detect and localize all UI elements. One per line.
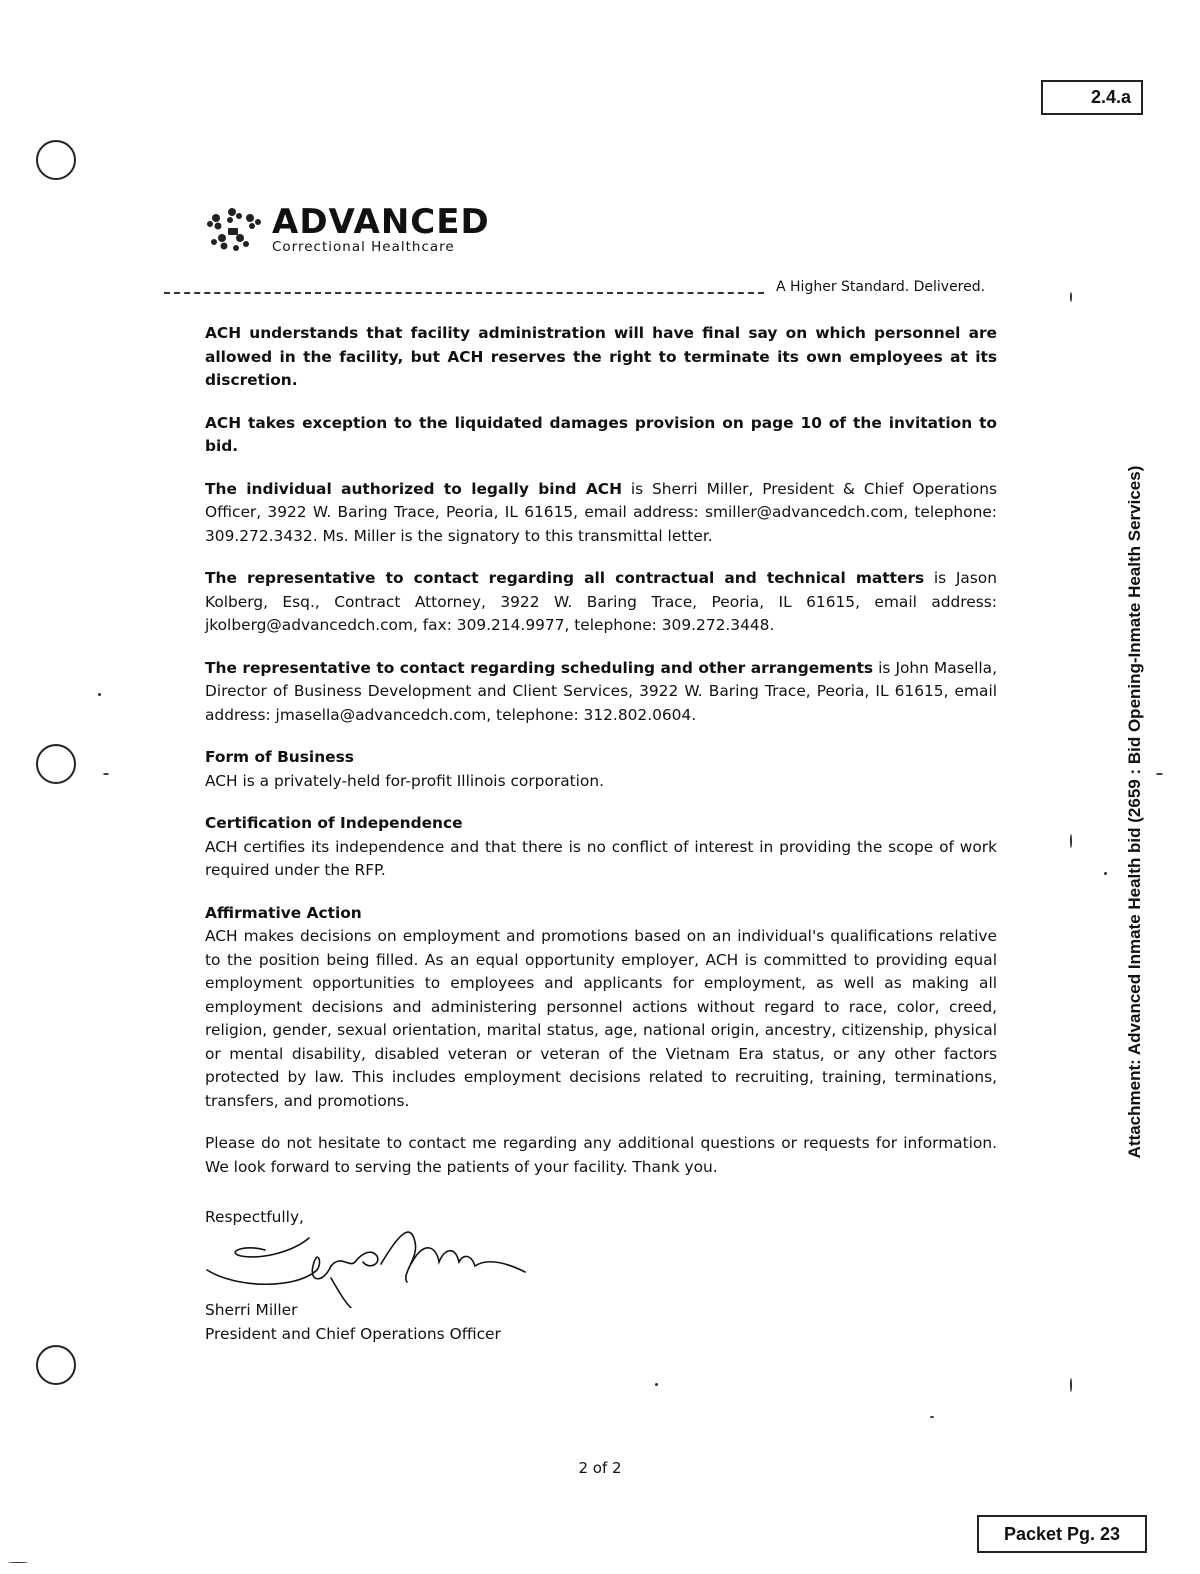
salutation: Respectfully,	[205, 1208, 304, 1226]
paragraph-personnel: ACH understands that facility administration will have final say on which personnel are allowed in the facility, but ACH reserves the right to terminate its own employees at its discretion.	[205, 324, 997, 389]
letterhead-divider	[164, 292, 764, 294]
section-text: ACH certifies its independence and that there is no conflict of interest in providing the scope of work required under the RFP.	[205, 837, 997, 879]
section-certification	[205, 812, 997, 883]
company-subtitle: Correctional Healthcare	[272, 239, 455, 256]
side-caption: Attachment: Advanced Inmate Health bid (2659 : Bid Opening-Inmate Health Services)	[1125, 465, 1144, 1159]
packet-page-label: Packet Pg. 23	[1003, 1523, 1121, 1544]
scan-speck	[1104, 872, 1107, 875]
handwritten-signature	[205, 1218, 605, 1308]
section-form-of-business	[205, 746, 997, 793]
company-name: ADVANCED	[272, 202, 490, 243]
paragraph-lead: The representative to contact regarding scheduling and other arrangements	[205, 658, 874, 677]
packet-page-tag	[977, 1515, 1147, 1553]
signer-name: Sherri Miller	[205, 1301, 298, 1319]
paragraph-lead: The individual authorized to legally bind ACH	[205, 479, 622, 498]
paragraph-liquidated-damages: ACH takes exception to the liquidated damages provision on page 10 of the invitation to bid.	[205, 413, 997, 455]
paragraph-scheduling-contact	[205, 657, 997, 728]
logo-emblem-icon	[206, 204, 266, 256]
scan-speck	[1070, 1378, 1072, 1392]
paragraph-lead: The representative to contact regarding all contractual and technical matters	[205, 569, 925, 587]
section-affirmative-action	[205, 902, 997, 1114]
scan-speck	[1070, 292, 1072, 302]
signer-block	[205, 1298, 501, 1346]
attachment-tag	[1041, 80, 1143, 115]
scan-speck	[1156, 773, 1163, 775]
scan-speck	[8, 1562, 28, 1563]
section-heading: Form of Business	[205, 748, 354, 766]
paragraph-closing: Please do not hesitate to contact me regarding any additional questions or requests for information. We look forward to serving the patients of your facility. Thank you.	[205, 1134, 997, 1176]
attachment-tag-label: 2.4.a	[1090, 87, 1131, 107]
paragraph-text: is Sherri Miller, President & Chief Operations Officer, 3922 W. Baring Trace, Peoria, IL 61615, email address: smiller@advancedch.com, telephone: 309.272.3432. Ms. Miller is the signatory to this transmittal letter.	[205, 479, 997, 545]
letter-body	[205, 322, 997, 1198]
hole-punch-middle	[36, 744, 76, 784]
paragraph-contract-contact	[205, 567, 997, 638]
section-heading: Certification of Independence	[205, 814, 463, 832]
scan-speck	[98, 693, 101, 696]
signer-title: President and Chief Operations Officer	[205, 1325, 501, 1343]
scan-speck	[930, 1416, 934, 1418]
section-heading: Affirmative Action	[205, 903, 362, 922]
company-tagline: A Higher Standard. Delivered.	[776, 279, 986, 295]
company-logo	[206, 204, 490, 256]
paragraph-text: is John Masella, Director of Business Development and Client Services, 3922 W. Baring Trace, Peoria, IL 61615, email address: jmasella@advancedch.com, telephone: 312.802.0604.	[205, 658, 997, 724]
hole-punch-bottom	[36, 1345, 76, 1385]
section-text: ACH is a privately-held for-profit Illinois corporation.	[205, 771, 604, 790]
scan-speck	[655, 1383, 658, 1386]
page-number: 2 of 2	[578, 1459, 622, 1477]
scan-speck	[1070, 834, 1072, 848]
paragraph-text: is Jason Kolberg, Esq., Contract Attorney, 3922 W. Baring Trace, Peoria, IL 61615, email address: jkolberg@advancedch.com, fax: 309.214.9977, telephone: 309.272.3448.	[205, 569, 997, 634]
section-text: ACH makes decisions on employment and promotions based on an individual's qualifications relative to the position being filled. As an equal opportunity employer, ACH is committed to providing equal employment opportunities to employees and applicants for employment, as well as making all employment decisions and administering personnel actions without regard to race, color, creed, religion, gender, sexual orientation, marital status, age, national origin, ancestry, citizenship, physical or mental disability, disabled veteran or veteran of the Vietnam Era status, or any other factors protected by law. This includes employment decisions related to recruiting, training, terminations, transfers, and promotions.	[205, 927, 997, 1110]
scan-speck	[103, 773, 109, 775]
hole-punch-top	[36, 140, 76, 180]
paragraph-authorized-signatory	[205, 478, 997, 549]
